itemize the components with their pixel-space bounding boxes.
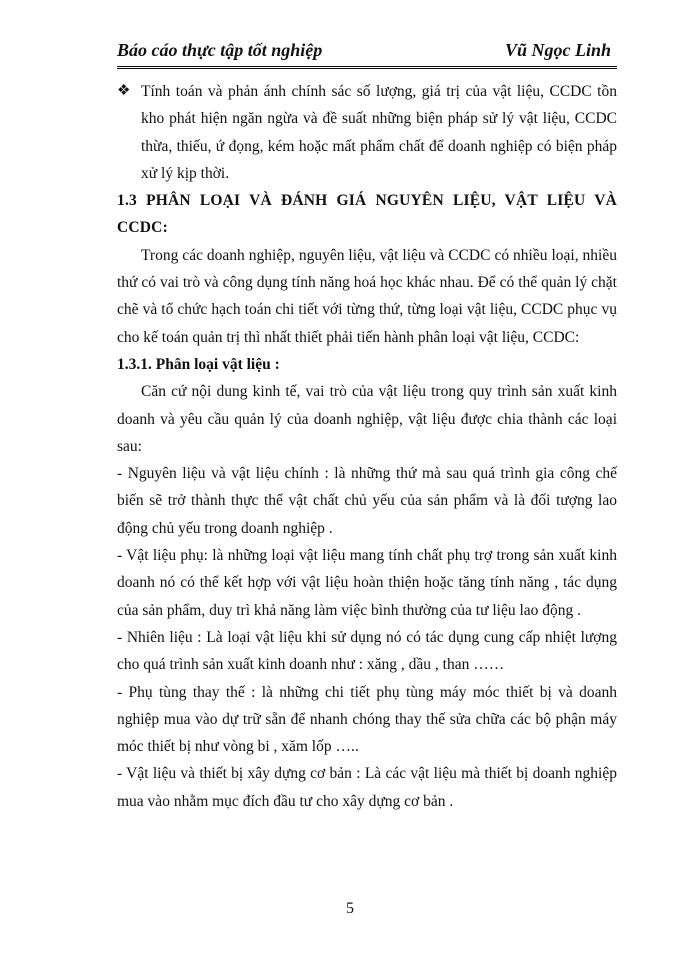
- subsection-intro-paragraph: Căn cứ nội dung kinh tế, vai trò của vật liệu trong quy trình sản xuất kinh doanh và yêu cầu quản lý của doanh nghiệp, vật liệu được chia thành các loại sau:: [117, 383, 617, 455]
- list-item: - Phụ tùng thay thế : là những chi tiết phụ tùng máy móc thiết bị và doanh nghiệp mua vào dự trữ sẵn để nhanh chóng thay thế sửa chữa các bộ phận máy móc thiết bị như vòng bi , xăm lốp …..: [117, 683, 617, 756]
- header-report-title: Báo cáo thực tập tốt nghiệp: [117, 40, 323, 60]
- subsection-heading: 1.3.1. Phân loại vật liệu :: [117, 355, 280, 373]
- document-body: [117, 78, 617, 815]
- section-intro-paragraph: Trong các doanh nghiệp, nguyên liệu, vật liệu và CCDC có nhiều loại, nhiều thứ có vai trò và công dụng tính năng hoá học khác nhau. Để có thể quản lý chặt chẽ và tổ chức hạch toán chi tiết với từng thứ, từng loại vật liệu, CCDC phục vụ cho kế toán quản trị thì nhất thiết phải tiến hành phân loại vật liệu, CCDC:: [117, 246, 617, 346]
- section-heading: 1.3 PHÂN LOẠI VÀ ĐÁNH GIÁ NGUYÊN LIỆU, VẬT LIỆU VÀ CCDC:: [117, 192, 617, 237]
- bullet-text: Tính toán và phản ánh chính sác số lượng, giá trị của vật liệu, CCDC tồn kho phát hiện ngăn ngừa và đề suất những biện pháp sử lý vật liệu, CCDC thừa, thiếu, ứ đọng, kém hoặc mất phẩm chất để doanh nghiệp có biện pháp xử lý kịp thời.: [141, 83, 617, 182]
- header-author-name: Vũ Ngọc Linh: [504, 40, 611, 60]
- list-item: - Nhiên liệu : Là loại vật liệu khi sử dụng nó có tác dụng cung cấp nhiệt lượng cho quá trình sản xuất kinh doanh như : xăng , dầu , than ……: [117, 628, 617, 674]
- list-item: - Vật liệu phụ: là những loại vật liệu mang tính chất phụ trợ trong sản xuất kinh doanh nó có thể kết hợp với vật liệu hoàn thiện hoặc tăng tính năng , tác dụng của sản phẩm, duy trì khả năng làm việc bình thường của tư liệu lao động .: [117, 547, 617, 619]
- diamond-bullet-icon: ❖: [117, 83, 131, 99]
- page-number: 5: [346, 900, 354, 917]
- bullet-paragraph: [117, 78, 617, 187]
- list-item: - Vật liệu và thiết bị xây dựng cơ bản : Là các vật liệu mà thiết bị doanh nghiệp mua vào nhằm mục đích đầu tư cho xây dựng cơ bản .: [117, 765, 617, 810]
- list-item: - Nguyên liệu và vật liệu chính : là những thứ mà sau quá trình gia công chế biến sẽ trở thành thực thể vật chất chủ yếu của sản phẩm và là đối tượng lao động chủ yếu trong doanh nghiệp .: [117, 465, 617, 537]
- page-header: [117, 40, 617, 69]
